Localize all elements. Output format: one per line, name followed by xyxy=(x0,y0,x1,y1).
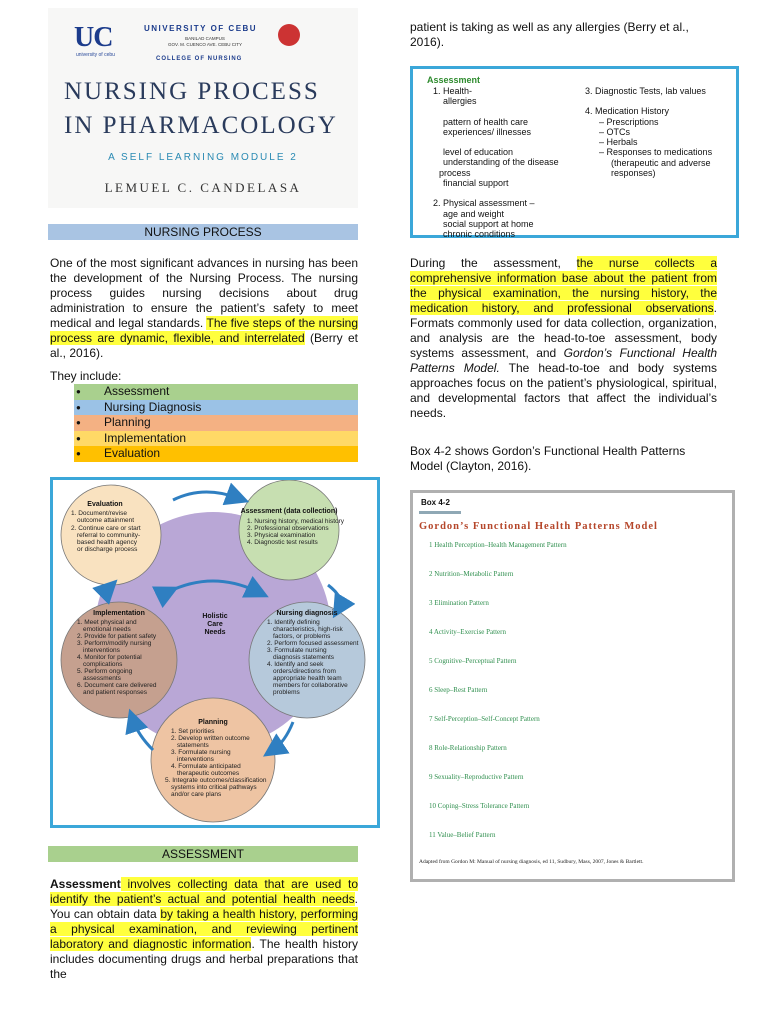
diagnosis-line: 2. Perform focused assessment xyxy=(267,640,359,647)
module-title-line1: NURSING PROCESS xyxy=(64,78,320,105)
gordon-pattern-item: 8 Role-Relationship Pattern xyxy=(429,744,507,752)
gordon-pattern-item: 4 Activity–Exercise Pattern xyxy=(429,628,506,636)
center-line1: Holistic xyxy=(202,613,228,620)
assessment-highlight-1: involves collecting data that are used to identify the patient’s actual and potential health needs xyxy=(50,877,358,906)
gordon-pattern-item: 3 Elimination Pattern xyxy=(429,599,489,607)
assess-line: social support at home xyxy=(443,218,534,229)
nursing-process-cycle-diagram xyxy=(50,477,380,828)
step-item-assessment xyxy=(74,384,358,400)
step-item-planning xyxy=(74,415,358,431)
step-label: Nursing Diagnosis xyxy=(104,399,202,414)
para1-text-c: The head-to-toe and body systems approaches focus on the patient’s physiological, spiritual, and developmental factors that affect the individual’s needs. xyxy=(410,361,717,420)
center-line3: Needs xyxy=(204,629,226,636)
planning-line: and/or care plans xyxy=(171,791,222,798)
diagnosis-line: 3. Formulate nursing xyxy=(267,647,327,654)
assess-line: understanding of the disease xyxy=(443,157,559,168)
planning-line: 3. Formulate nursing xyxy=(171,749,231,756)
planning-line: therapeutic outcomes xyxy=(177,770,240,777)
assess-right-column xyxy=(585,86,712,178)
assess-line: process xyxy=(439,167,471,178)
assess-left-column xyxy=(433,86,559,240)
diagnosis-line: members for collaborative xyxy=(273,682,348,689)
intro-text: One of the most significant advances in nursing has been the development of the Nursing Process. The nursing process guides nursing decisions about drug administration to ensure the patient’s safety to meet medical and legal standards. xyxy=(50,256,358,330)
college-seal-icon xyxy=(278,24,300,46)
gordon-pattern-item: 11 Value–Belief Pattern xyxy=(429,831,496,839)
gordon-pattern-item: 5 Cognitive–Perceptual Pattern xyxy=(429,657,517,665)
assess-line: pattern of health care xyxy=(443,116,529,127)
assess-line: – Responses to medications xyxy=(599,147,713,158)
nursing-process-heading: NURSING PROCESS xyxy=(48,224,358,240)
college-name: COLLEGE OF NURSING xyxy=(156,56,243,62)
assess-line: 2. Physical assessment – xyxy=(433,198,535,209)
uc-logo: UC xyxy=(74,22,113,53)
assess-spacer xyxy=(585,96,712,106)
bullet-icon: ● xyxy=(76,433,81,443)
they-include-label: They include: xyxy=(50,369,122,383)
gordon-pattern-list xyxy=(429,541,567,860)
assess-spacer xyxy=(433,137,559,147)
planning-line: systems into critical pathways xyxy=(171,784,257,791)
nursing-steps-list xyxy=(74,384,358,462)
assessment-summary-box xyxy=(410,66,739,238)
assess-line: – Prescriptions xyxy=(599,116,659,127)
university-name: UNIVERSITY OF CEBU xyxy=(144,24,258,33)
assessment-line: 3. Physical examination xyxy=(247,532,316,539)
implementation-line: 3. Perform/modify nursing xyxy=(77,640,152,647)
intro-highlight: The five steps of the nursing process are dynamic, flexible, and interrelated xyxy=(50,316,358,345)
diagnosis-title: Nursing diagnosis xyxy=(276,610,338,617)
gordon-pattern-item: 9 Sexuality–Reproductive Pattern xyxy=(429,773,524,781)
planning-line: 1. Set priorities xyxy=(171,728,215,735)
arrow-eval-to-assess xyxy=(173,492,238,500)
assess-spacer xyxy=(433,188,559,198)
gordon-pattern-item: 6 Sleep–Rest Pattern xyxy=(429,686,488,694)
module-cover-banner xyxy=(48,8,358,208)
gordon-footnote: Adapted from Gordon M: Manual of nursing diagnosis, ed 11, Sudbury, Mass, 2007, Jones & Bartlett. xyxy=(419,859,644,865)
assessment-line: 1. Nursing history, medical history xyxy=(247,518,345,525)
arrow-assess-to-diag xyxy=(328,585,341,608)
intro-citation: (Berry et al., 2016). xyxy=(50,331,359,360)
para1-italic: Gordon’s Functional Health Patterns Model. xyxy=(410,346,717,375)
gordon-label-bar xyxy=(419,511,461,514)
step-label: Planning xyxy=(104,415,151,430)
module-title-line2: IN PHARMACOLOGY xyxy=(64,112,338,139)
assess-spacer xyxy=(433,107,559,117)
assessment-paragraph xyxy=(50,877,358,982)
planning-line: 4. Formulate anticipated xyxy=(171,763,241,770)
diagnosis-line: factors, or problems xyxy=(273,633,331,640)
evaluation-line: or discharge process xyxy=(77,546,138,553)
diagnosis-line: characteristics, high-risk xyxy=(273,626,343,633)
assess-line: – Herbals xyxy=(599,137,638,148)
step-label: Evaluation xyxy=(104,446,161,461)
bullet-icon: ● xyxy=(76,449,81,459)
bullet-icon: ● xyxy=(76,402,81,412)
evaluation-line: outcome attainment xyxy=(77,517,135,524)
assessment-circle-title: Assessment (data collection) xyxy=(240,508,338,515)
module-subtitle: A SELF LEARNING MODULE 2 xyxy=(108,152,298,163)
implementation-line: 5. Perform ongoing xyxy=(77,668,133,675)
campus-address xyxy=(168,36,242,48)
implementation-line: 1. Meet physical and xyxy=(77,619,137,626)
step-item-nursing-diagnosis xyxy=(74,400,358,416)
diagnosis-line: appropriate health team xyxy=(273,675,342,682)
gordon-box-label: Box 4-2 xyxy=(421,498,450,507)
diagnosis-line: 1. Identify defining xyxy=(267,619,320,626)
evaluation-line: 1. Document/revise xyxy=(71,510,127,517)
implementation-line: 6. Document care delivered xyxy=(77,682,157,689)
gordon-title: Gordon’s Functional Health Patterns Model xyxy=(419,521,658,532)
step-item-evaluation xyxy=(74,446,358,462)
diagnosis-line: diagnosis statements xyxy=(273,654,335,661)
assess-line: age and weight xyxy=(443,208,505,219)
assessment-text-1: . You can obtain data xyxy=(50,892,358,921)
planning-title: Planning xyxy=(198,719,228,726)
assess-line: (therapeutic and adverse xyxy=(611,157,711,168)
campus-line2: GOV. M. CUENCO AVE. CEBU CITY xyxy=(168,42,243,47)
assess-line: 1. Health- xyxy=(433,86,473,96)
diagnosis-line: 4. Identify and seek xyxy=(267,661,324,668)
bullet-icon: ● xyxy=(76,418,81,428)
assess-line: 3. Diagnostic Tests, lab values xyxy=(585,86,706,96)
gordon-pattern-item: 2 Nutrition–Metabolic Pattern xyxy=(429,570,514,578)
implementation-line: and patient responses xyxy=(83,689,147,696)
planning-line: statements xyxy=(177,742,209,749)
assessment-term: Assessment xyxy=(50,877,121,891)
implementation-title: Implementation xyxy=(93,610,145,617)
implementation-line: complications xyxy=(83,661,123,668)
bullet-icon: ● xyxy=(76,387,81,397)
assessment-heading: ASSESSMENT xyxy=(48,846,358,862)
continued-text: patient is taking as well as any allergies (Berry et al., 2016). xyxy=(410,20,689,49)
assessment-line: 4. Diagnostic test results xyxy=(247,539,318,546)
diagnosis-line: problems xyxy=(273,689,300,696)
gordon-pattern-item: 1 Health Perception–Health Management Pattern xyxy=(429,541,567,549)
assessment-highlight-2: by taking a health history, performing a physical examination, and reviewing pertinent laboratory and diagnostic information xyxy=(50,907,358,951)
assessment-description-paragraph xyxy=(410,256,717,421)
assess-line: – OTCs xyxy=(599,126,631,137)
implementation-line: 2. Provide for patient safety xyxy=(77,633,157,640)
gordon-patterns-box xyxy=(410,490,735,882)
planning-line: interventions xyxy=(177,756,214,763)
assess-line: responses) xyxy=(611,168,656,179)
diagnosis-line: orders/directions from xyxy=(273,668,336,675)
logo-subtext: university of cebu xyxy=(76,52,115,58)
box-reference-paragraph: Box 4-2 shows Gordon’s Functional Health Patterns Model (Clayton, 2016). xyxy=(410,444,686,473)
module-author: LEMUEL C. CANDELASA xyxy=(104,180,302,195)
evaluation-lines xyxy=(71,510,141,553)
evaluation-title: Evaluation xyxy=(87,501,123,508)
evaluation-line: referral to community- xyxy=(77,532,141,539)
assessment-box-title: Assessment xyxy=(427,75,481,85)
center-line2: Care xyxy=(207,621,223,628)
para1-text-b: . Formats commonly used for data collection, organization, and analysis are the head-to-toe assessment, body systems assessment, and xyxy=(410,301,717,360)
assessment-text-2: . The health history includes documenting drugs and herbal preparations that the xyxy=(50,937,358,981)
implementation-line: assessments xyxy=(83,675,121,682)
assess-line: experiences/ illnesses xyxy=(443,126,532,137)
nursing-process-intro xyxy=(50,256,358,361)
para1-highlight: the nurse collects a comprehensive information base about the patient from the physical examination, the nursing history, the medication history, and professional observations xyxy=(410,256,717,315)
gordon-pattern-item: 7 Self-Perception–Self-Concept Pattern xyxy=(429,715,540,723)
assess-line: level of education xyxy=(443,147,514,158)
assess-line: 4. Medication History xyxy=(585,106,670,117)
implementation-line: emotional needs xyxy=(83,626,131,633)
planning-line: 2. Develop written outcome xyxy=(171,735,250,742)
step-item-implementation xyxy=(74,431,358,447)
assess-line: allergies xyxy=(443,96,477,107)
step-label: Assessment xyxy=(104,384,170,399)
step-label: Implementation xyxy=(104,430,187,445)
evaluation-line: based health agency xyxy=(77,539,137,546)
assess-line: financial support xyxy=(443,178,509,189)
implementation-line: interventions xyxy=(83,647,120,654)
gordon-pattern-item: 10 Coping–Stress Tolerance Pattern xyxy=(429,802,530,810)
evaluation-line: 2. Continue care or start xyxy=(71,525,141,532)
implementation-line: 4. Monitor for potential xyxy=(77,654,142,661)
campus-line1: BANILAD CAMPUS xyxy=(185,36,225,41)
assessment-line: 2. Professional observations xyxy=(247,525,329,532)
cycle-svg xyxy=(53,480,377,825)
assess-line: chronic conditions xyxy=(443,229,516,240)
para1-text-a: During the assessment, xyxy=(410,256,577,270)
planning-line: 5. Integrate outcomes/classification xyxy=(165,777,267,784)
